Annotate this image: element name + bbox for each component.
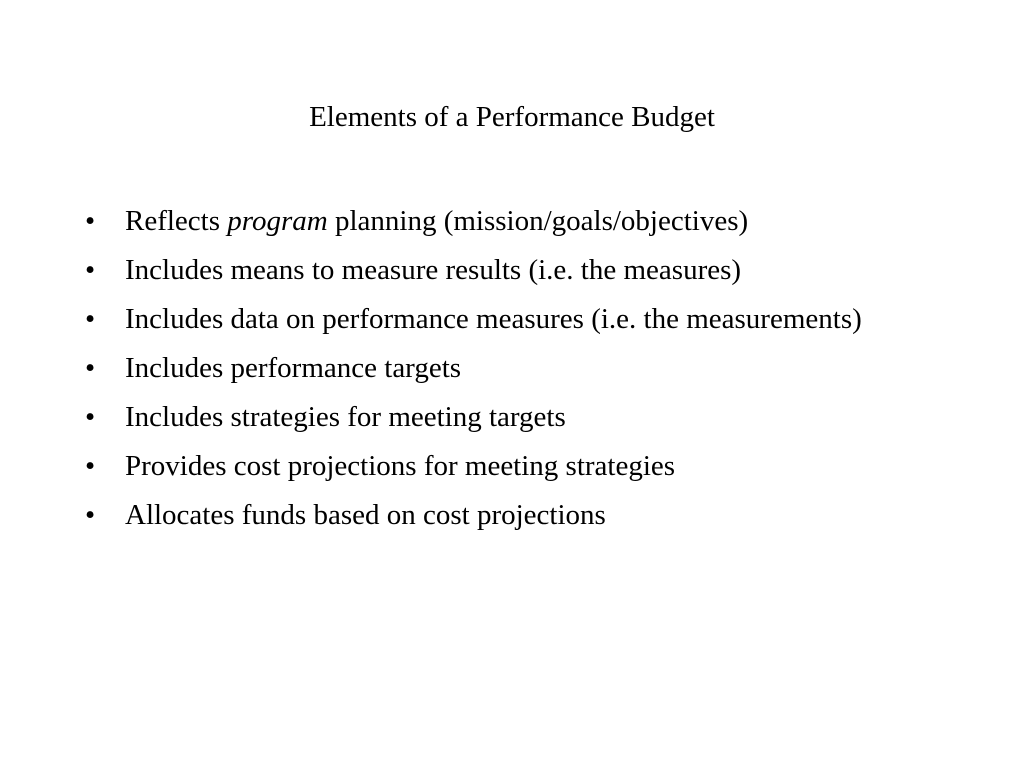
bullet-item (85, 398, 865, 436)
bullet-marker: • (85, 254, 96, 286)
bullet-marker: • (85, 499, 96, 531)
bullet-text: Includes performance targets (125, 352, 462, 384)
bullet-marker: • (85, 303, 96, 335)
bullet-item (85, 202, 865, 240)
bullet-text: Provides cost projections for meeting strategies (125, 450, 676, 482)
bullet-marker: • (85, 352, 96, 384)
bullet-item (85, 251, 865, 289)
bullet-text-pre: Reflects (125, 205, 228, 237)
bullet-item (85, 447, 865, 485)
bullet-text-emphasis: program (227, 205, 328, 237)
bullet-marker: • (85, 450, 96, 482)
bullet-text: Includes data on performance measures (i.e. the measurements) (125, 303, 862, 335)
slide-title: Elements of a Performance Budget (309, 101, 715, 133)
bullet-item (85, 496, 865, 534)
bullet-list (85, 202, 865, 545)
bullet-item (85, 300, 865, 338)
bullet-marker: • (85, 401, 96, 433)
bullet-text-post: planning (mission/goals/objectives) (327, 205, 749, 237)
bullet-text: Includes means to measure results (i.e. the measures) (125, 254, 742, 286)
bullet-text: Includes strategies for meeting targets (125, 401, 566, 433)
bullet-text: Allocates funds based on cost projections (125, 499, 606, 531)
bullet-item (85, 349, 865, 387)
bullet-marker: • (85, 205, 96, 237)
